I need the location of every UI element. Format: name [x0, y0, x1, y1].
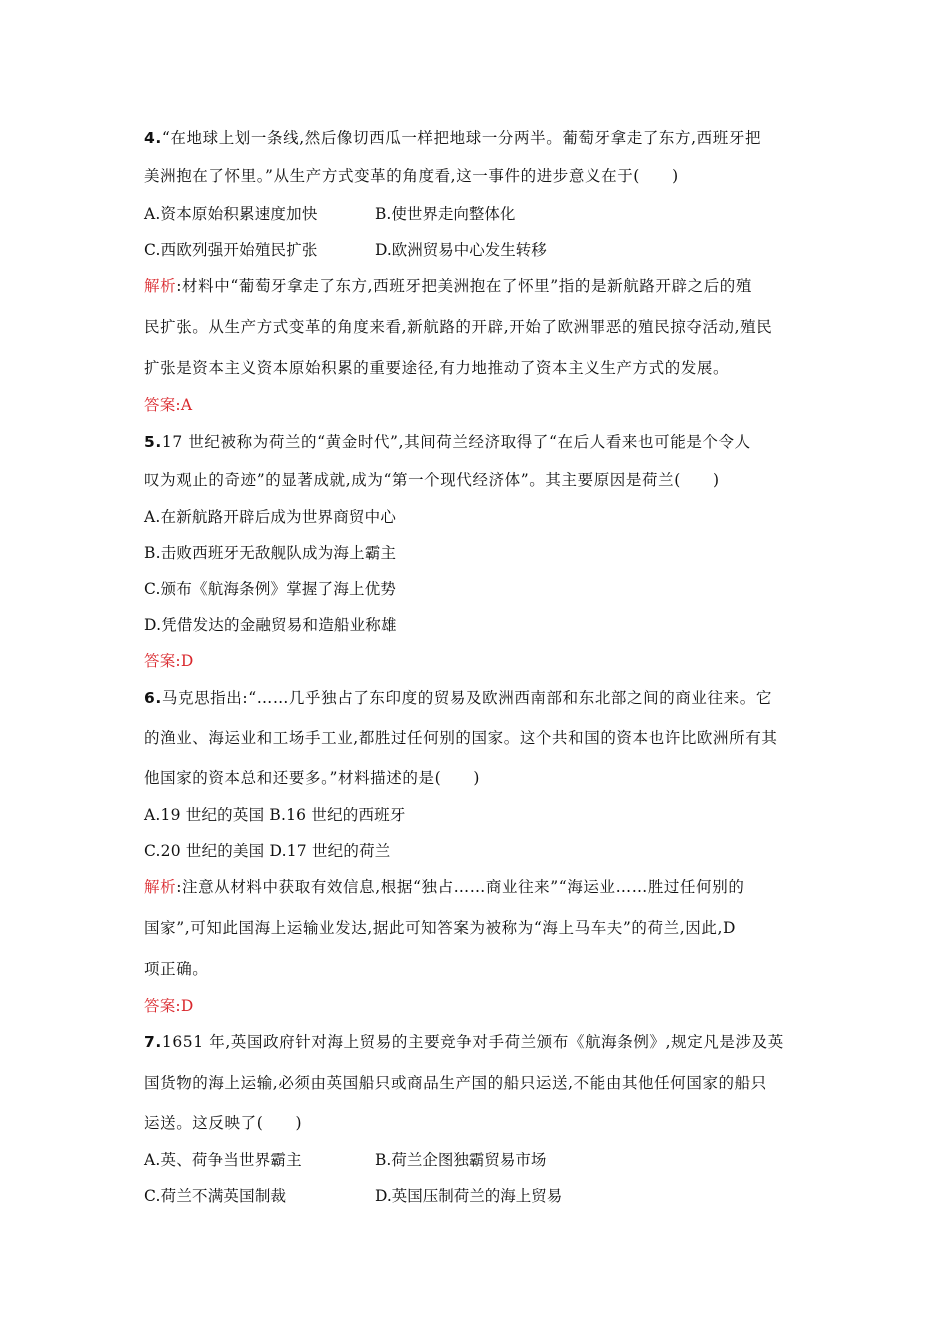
- q6-analysis-label: 解析: [144, 878, 177, 896]
- q4-analysis-line-1: [144, 276, 752, 296]
- q6-stem-line-1: [144, 688, 772, 708]
- q4-option-b: B.使世界走向整体化: [375, 205, 516, 223]
- q5-stem-line-2: 叹为观止的奇迹”的显著成就,成为“第一个现代经济体”。其主要原因是荷兰( ): [144, 471, 720, 489]
- q4-number: 4.: [144, 129, 162, 147]
- q6-answer-label: 答案: [144, 997, 176, 1015]
- q5-answer-value: :D: [175, 652, 194, 670]
- q5-number: 5.: [144, 433, 162, 451]
- q4-answer-label: 答案: [144, 396, 176, 414]
- q4-answer: [144, 395, 192, 415]
- q6-analysis-text-1: :注意从材料中获取有效信息,根据“独占……商业往来”“海运业……胜过任何别的: [176, 878, 745, 896]
- q7-option-b: B.荷兰企图独霸贸易市场: [375, 1151, 547, 1169]
- q6-answer-value: :D: [175, 997, 194, 1015]
- q6-analysis-line-1: [144, 877, 744, 897]
- q5-option-c: C.颁布《航海条例》掌握了海上优势: [144, 580, 397, 598]
- q5-stem-text-1: 17 世纪被称为荷兰的“黄金时代”,其间荷兰经济取得了“在后人看来也可能是个令人: [161, 433, 751, 451]
- q7-option-c: C.荷兰不满英国制裁: [144, 1187, 287, 1205]
- q6-options-ab: A.19 世纪的英国 B.16 世纪的西班牙: [144, 806, 406, 824]
- q6-options-cd: C.20 世纪的美国 D.17 世纪的荷兰: [144, 842, 391, 860]
- q4-option-c: C.西欧列强开始殖民扩张: [144, 241, 318, 259]
- q4-analysis-line-3: 扩张是资本主义资本原始积累的重要途径,有力地推动了资本主义生产方式的发展。: [144, 359, 730, 377]
- q5-stem-line-1: [144, 432, 751, 452]
- q6-number: 6.: [144, 689, 162, 707]
- q7-number: 7.: [144, 1033, 162, 1051]
- q7-stem-line-3: 运送。这反映了( ): [144, 1114, 303, 1132]
- q6-stem-text-1: 马克思指出:“……几乎独占了东印度的贸易及欧洲西南部和东北部之间的商业往来。它: [161, 689, 772, 707]
- q7-stem-line-1: [144, 1032, 784, 1052]
- q5-answer: [144, 651, 193, 671]
- q5-answer-label: 答案: [144, 652, 176, 670]
- q5-option-d: D.凭借发达的金融贸易和造船业称雄: [144, 616, 397, 634]
- q7-stem-text-1: 1651 年,英国政府针对海上贸易的主要竞争对手荷兰颁布《航海条例》,规定凡是涉及英: [161, 1033, 784, 1051]
- q4-stem-line-2: 美洲抱在了怀里。”从生产方式变革的角度看,这一事件的进步意义在于( ): [144, 167, 679, 185]
- q4-option-a: A.资本原始积累速度加快: [144, 205, 318, 223]
- q6-analysis-line-2: 国家”,可知此国海上运输业发达,据此可知答案为被称为“海上马车夫”的荷兰,因此,D: [144, 919, 737, 937]
- q7-option-a: A.英、荷争当世界霸主: [144, 1151, 302, 1169]
- q4-option-d: D.欧洲贸易中心发生转移: [375, 241, 547, 259]
- q4-analysis-label: 解析: [144, 277, 177, 295]
- q6-stem-line-2: 的渔业、海运业和工场手工业,都胜过任何别的国家。这个共和国的资本也许比欧洲所有其: [144, 729, 778, 747]
- q4-stem-text-1: “在地球上划一条线,然后像切西瓜一样把地球一分两半。葡萄牙拿走了东方,西班牙把: [161, 129, 762, 147]
- q4-answer-value: :A: [175, 396, 193, 414]
- q6-answer: [144, 996, 193, 1016]
- q7-stem-line-2: 国货物的海上运输,必须由英国船只或商品生产国的船只运送,不能由其他任何国家的船只: [144, 1074, 767, 1092]
- q4-analysis-line-2: 民扩张。从生产方式变革的角度来看,新航路的开辟,开始了欧洲罪恶的殖民掠夺活动,殖民: [144, 318, 773, 336]
- q7-option-d: D.英国压制荷兰的海上贸易: [375, 1187, 563, 1205]
- q5-option-b: B.击败西班牙无敌舰队成为海上霸主: [144, 544, 397, 562]
- q4-stem-line-1: [144, 128, 761, 148]
- q6-analysis-line-3: 项正确。: [144, 960, 209, 978]
- q5-option-a: A.在新航路开辟后成为世界商贸中心: [144, 508, 397, 526]
- q4-analysis-text-1: :材料中“葡萄牙拿走了东方,西班牙把美洲抱在了怀里”指的是新航路开辟之后的殖: [176, 277, 753, 295]
- q6-stem-line-3: 他国家的资本总和还要多。”材料描述的是( ): [144, 769, 481, 787]
